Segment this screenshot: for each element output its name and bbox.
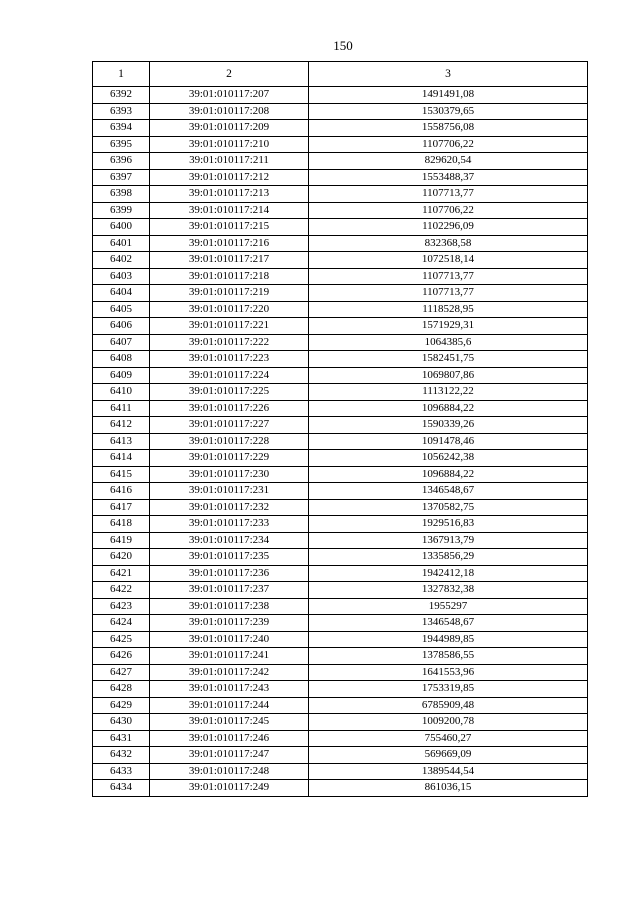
table-row xyxy=(93,582,588,599)
row-number-cell: 6433 xyxy=(93,763,150,780)
value-cell: 1069807,86 xyxy=(309,367,588,384)
row-number-cell: 6430 xyxy=(93,714,150,731)
table-row xyxy=(93,730,588,747)
table-row xyxy=(93,153,588,170)
table-row xyxy=(93,202,588,219)
cadastral-number-cell: 39:01:010117:242 xyxy=(150,664,309,681)
table-row xyxy=(93,747,588,764)
value-cell: 1378586,55 xyxy=(309,648,588,665)
table-row xyxy=(93,714,588,731)
table-row xyxy=(93,367,588,384)
table-row xyxy=(93,186,588,203)
cadastral-number-cell: 39:01:010117:208 xyxy=(150,103,309,120)
cadastral-number-cell: 39:01:010117:243 xyxy=(150,681,309,698)
row-number-cell: 6432 xyxy=(93,747,150,764)
value-cell: 1582451,75 xyxy=(309,351,588,368)
table-row xyxy=(93,417,588,434)
column-header-value: 3 xyxy=(309,62,588,87)
row-number-cell: 6428 xyxy=(93,681,150,698)
value-cell: 829620,54 xyxy=(309,153,588,170)
value-cell: 1327832,38 xyxy=(309,582,588,599)
row-number-cell: 6395 xyxy=(93,136,150,153)
row-number-cell: 6399 xyxy=(93,202,150,219)
table-row xyxy=(93,450,588,467)
table-row xyxy=(93,532,588,549)
cadastral-number-cell: 39:01:010117:207 xyxy=(150,87,309,104)
value-cell: 755460,27 xyxy=(309,730,588,747)
cadastral-number-cell: 39:01:010117:214 xyxy=(150,202,309,219)
table-row xyxy=(93,565,588,582)
cadastral-number-cell: 39:01:010117:230 xyxy=(150,466,309,483)
table-row xyxy=(93,334,588,351)
value-cell: 1096884,22 xyxy=(309,400,588,417)
cadastral-number-cell: 39:01:010117:220 xyxy=(150,301,309,318)
value-cell: 1107706,22 xyxy=(309,202,588,219)
value-cell: 1346548,67 xyxy=(309,483,588,500)
row-number-cell: 6423 xyxy=(93,598,150,615)
table-body xyxy=(93,87,588,797)
row-number-cell: 6392 xyxy=(93,87,150,104)
value-cell: 1942412,18 xyxy=(309,565,588,582)
value-cell: 1553488,37 xyxy=(309,169,588,186)
table-row xyxy=(93,499,588,516)
value-cell: 861036,15 xyxy=(309,780,588,797)
row-number-cell: 6425 xyxy=(93,631,150,648)
row-number-cell: 6420 xyxy=(93,549,150,566)
value-cell: 1571929,31 xyxy=(309,318,588,335)
row-number-cell: 6415 xyxy=(93,466,150,483)
table-row xyxy=(93,549,588,566)
cadastral-number-cell: 39:01:010117:225 xyxy=(150,384,309,401)
table-row xyxy=(93,433,588,450)
table-row xyxy=(93,318,588,335)
table-row xyxy=(93,483,588,500)
table-row xyxy=(93,648,588,665)
table-row xyxy=(93,301,588,318)
value-cell: 6785909,48 xyxy=(309,697,588,714)
row-number-cell: 6393 xyxy=(93,103,150,120)
value-cell: 1558756,08 xyxy=(309,120,588,137)
value-cell: 1056242,38 xyxy=(309,450,588,467)
cadastral-number-cell: 39:01:010117:210 xyxy=(150,136,309,153)
value-cell: 1389544,54 xyxy=(309,763,588,780)
value-cell: 1107713,77 xyxy=(309,285,588,302)
value-cell: 1113122,22 xyxy=(309,384,588,401)
table-row xyxy=(93,103,588,120)
cadastral-number-cell: 39:01:010117:226 xyxy=(150,400,309,417)
row-number-cell: 6419 xyxy=(93,532,150,549)
table-row xyxy=(93,285,588,302)
cadastral-number-cell: 39:01:010117:244 xyxy=(150,697,309,714)
cadastral-number-cell: 39:01:010117:209 xyxy=(150,120,309,137)
row-number-cell: 6407 xyxy=(93,334,150,351)
cadastral-number-cell: 39:01:010117:248 xyxy=(150,763,309,780)
cadastral-number-cell: 39:01:010117:229 xyxy=(150,450,309,467)
value-cell: 1096884,22 xyxy=(309,466,588,483)
row-number-cell: 6406 xyxy=(93,318,150,335)
row-number-cell: 6421 xyxy=(93,565,150,582)
row-number-cell: 6417 xyxy=(93,499,150,516)
row-number-cell: 6403 xyxy=(93,268,150,285)
value-cell: 1107706,22 xyxy=(309,136,588,153)
value-cell: 1367913,79 xyxy=(309,532,588,549)
cadastral-value-table xyxy=(92,61,588,797)
column-header-number: 1 xyxy=(93,62,150,87)
value-cell: 1590339,26 xyxy=(309,417,588,434)
cadastral-number-cell: 39:01:010117:233 xyxy=(150,516,309,533)
cadastral-number-cell: 39:01:010117:249 xyxy=(150,780,309,797)
cadastral-number-cell: 39:01:010117:247 xyxy=(150,747,309,764)
value-cell: 1091478,46 xyxy=(309,433,588,450)
row-number-cell: 6424 xyxy=(93,615,150,632)
cadastral-number-cell: 39:01:010117:245 xyxy=(150,714,309,731)
row-number-cell: 6398 xyxy=(93,186,150,203)
cadastral-number-cell: 39:01:010117:240 xyxy=(150,631,309,648)
cadastral-number-cell: 39:01:010117:232 xyxy=(150,499,309,516)
table-header-row xyxy=(93,62,588,87)
row-number-cell: 6431 xyxy=(93,730,150,747)
row-number-cell: 6426 xyxy=(93,648,150,665)
row-number-cell: 6397 xyxy=(93,169,150,186)
value-cell: 1491491,08 xyxy=(309,87,588,104)
cadastral-number-cell: 39:01:010117:227 xyxy=(150,417,309,434)
cadastral-number-cell: 39:01:010117:241 xyxy=(150,648,309,665)
value-cell: 832368,58 xyxy=(309,235,588,252)
value-cell: 1064385,6 xyxy=(309,334,588,351)
value-cell: 1118528,95 xyxy=(309,301,588,318)
cadastral-number-cell: 39:01:010117:231 xyxy=(150,483,309,500)
cadastral-number-cell: 39:01:010117:236 xyxy=(150,565,309,582)
value-cell: 1107713,77 xyxy=(309,268,588,285)
table-row xyxy=(93,400,588,417)
value-cell: 1929516,83 xyxy=(309,516,588,533)
table-row xyxy=(93,697,588,714)
row-number-cell: 6396 xyxy=(93,153,150,170)
table-row xyxy=(93,351,588,368)
table-row xyxy=(93,615,588,632)
value-cell: 1753319,85 xyxy=(309,681,588,698)
row-number-cell: 6410 xyxy=(93,384,150,401)
cadastral-number-cell: 39:01:010117:224 xyxy=(150,367,309,384)
row-number-cell: 6434 xyxy=(93,780,150,797)
cadastral-number-cell: 39:01:010117:234 xyxy=(150,532,309,549)
table-row xyxy=(93,235,588,252)
table-row xyxy=(93,169,588,186)
row-number-cell: 6414 xyxy=(93,450,150,467)
row-number-cell: 6411 xyxy=(93,400,150,417)
cadastral-number-cell: 39:01:010117:237 xyxy=(150,582,309,599)
table-row xyxy=(93,466,588,483)
table-row xyxy=(93,598,588,615)
row-number-cell: 6401 xyxy=(93,235,150,252)
value-cell: 1944989,85 xyxy=(309,631,588,648)
table-row xyxy=(93,87,588,104)
row-number-cell: 6394 xyxy=(93,120,150,137)
row-number-cell: 6413 xyxy=(93,433,150,450)
value-cell: 1072518,14 xyxy=(309,252,588,269)
table-row xyxy=(93,763,588,780)
row-number-cell: 6402 xyxy=(93,252,150,269)
cadastral-number-cell: 39:01:010117:217 xyxy=(150,252,309,269)
cadastral-number-cell: 39:01:010117:219 xyxy=(150,285,309,302)
table-row xyxy=(93,136,588,153)
table-row xyxy=(93,219,588,236)
row-number-cell: 6429 xyxy=(93,697,150,714)
value-cell: 1641553,96 xyxy=(309,664,588,681)
table-row xyxy=(93,664,588,681)
cadastral-number-cell: 39:01:010117:223 xyxy=(150,351,309,368)
row-number-cell: 6416 xyxy=(93,483,150,500)
cadastral-number-cell: 39:01:010117:239 xyxy=(150,615,309,632)
value-cell: 1530379,65 xyxy=(309,103,588,120)
value-cell: 1335856,29 xyxy=(309,549,588,566)
row-number-cell: 6408 xyxy=(93,351,150,368)
table-row xyxy=(93,631,588,648)
cadastral-number-cell: 39:01:010117:218 xyxy=(150,268,309,285)
value-cell: 1107713,77 xyxy=(309,186,588,203)
row-number-cell: 6418 xyxy=(93,516,150,533)
cadastral-number-cell: 39:01:010117:221 xyxy=(150,318,309,335)
row-number-cell: 6409 xyxy=(93,367,150,384)
table-row xyxy=(93,120,588,137)
value-cell: 1009200,78 xyxy=(309,714,588,731)
value-cell: 1370582,75 xyxy=(309,499,588,516)
cadastral-number-cell: 39:01:010117:228 xyxy=(150,433,309,450)
table-row xyxy=(93,384,588,401)
cadastral-number-cell: 39:01:010117:212 xyxy=(150,169,309,186)
cadastral-number-cell: 39:01:010117:215 xyxy=(150,219,309,236)
cadastral-number-cell: 39:01:010117:211 xyxy=(150,153,309,170)
table-row xyxy=(93,516,588,533)
value-cell: 1346548,67 xyxy=(309,615,588,632)
table-row xyxy=(93,681,588,698)
row-number-cell: 6400 xyxy=(93,219,150,236)
cadastral-number-cell: 39:01:010117:246 xyxy=(150,730,309,747)
cadastral-number-cell: 39:01:010117:213 xyxy=(150,186,309,203)
row-number-cell: 6422 xyxy=(93,582,150,599)
row-number-cell: 6427 xyxy=(93,664,150,681)
cadastral-number-cell: 39:01:010117:222 xyxy=(150,334,309,351)
cadastral-number-cell: 39:01:010117:216 xyxy=(150,235,309,252)
row-number-cell: 6405 xyxy=(93,301,150,318)
table-row xyxy=(93,268,588,285)
row-number-cell: 6412 xyxy=(93,417,150,434)
table-row xyxy=(93,252,588,269)
value-cell: 569669,09 xyxy=(309,747,588,764)
page-number: 150 xyxy=(333,38,353,53)
value-cell: 1955297 xyxy=(309,598,588,615)
cadastral-number-cell: 39:01:010117:235 xyxy=(150,549,309,566)
column-header-cadastral-number: 2 xyxy=(150,62,309,87)
table-row xyxy=(93,780,588,797)
cadastral-number-cell: 39:01:010117:238 xyxy=(150,598,309,615)
row-number-cell: 6404 xyxy=(93,285,150,302)
value-cell: 1102296,09 xyxy=(309,219,588,236)
